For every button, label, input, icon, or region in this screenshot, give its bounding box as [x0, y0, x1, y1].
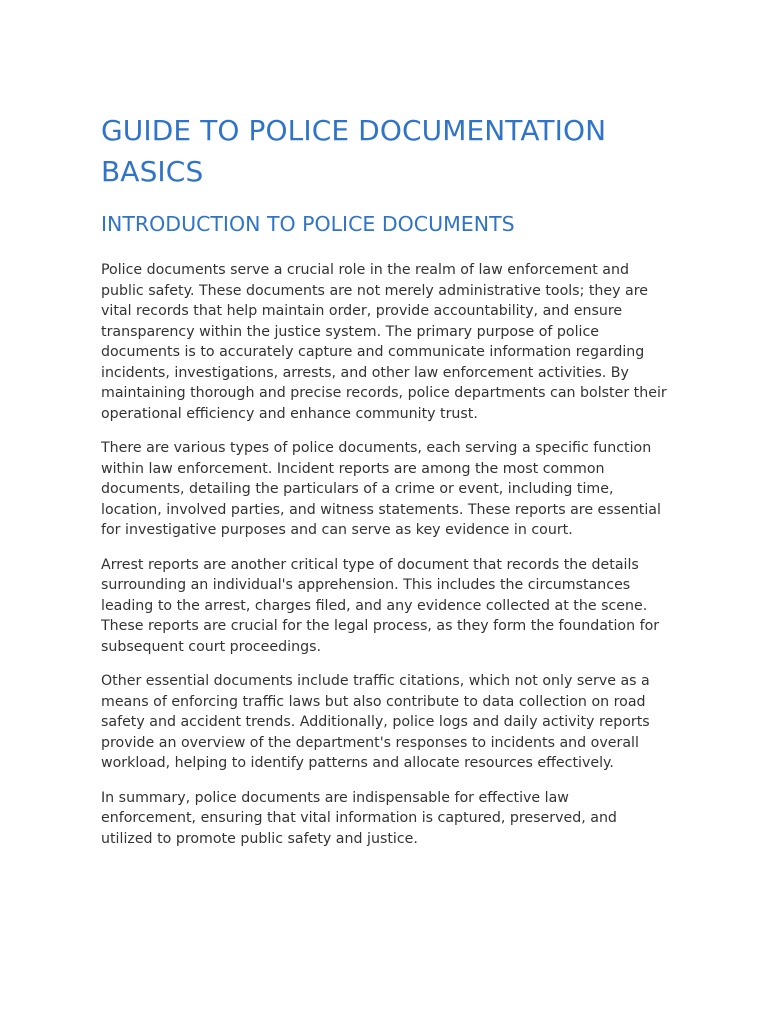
section-heading: INTRODUCTION TO POLICE DOCUMENTS [101, 212, 515, 236]
document-title: GUIDE TO POLICE DOCUMENTATION BASICS [101, 114, 607, 188]
paragraph-types: There are various types of police documents, each serving a specific function within law enforcement. Incident reports are among the most common documents, detailing the particulars of a crime or event, including time, location, involved parties, and witness statements. These reports are essential for investigative purposes and can serve as key evidence in court. [101, 440, 661, 538]
paragraph-purpose: Police documents serve a crucial role in the realm of law enforcement and public safety. These documents are not merely administrative tools; they are vital records that help maintain order, provide accountability, and ensure transparency within the justice system. The primary purpose of police documents is to accurately capture and communicate information regarding incidents, investigations, arrests, and other law enforcement activities. By maintaining thorough and precise records, police departments can bolster their operational efficiency and enhance community trust. [101, 262, 667, 422]
body-text [101, 260, 668, 849]
paragraph-other-documents: Other essential documents include traffic citations, which not only serve as a means of enforcing traffic laws but also contribute to data collection on road safety and accident trends. Additionally, police logs and daily activity reports provide an overview of the department's responses to incidents and overall workload, helping to identify patterns and allocate resources effectively. [101, 673, 650, 771]
paragraph-summary: In summary, police documents are indispensable for effective law enforcement, ensuring that vital information is captured, preserved, and utilized to promote public safety and justice. [101, 789, 617, 847]
paragraph-arrest-reports: Arrest reports are another critical type of document that records the details surrounding an individual's apprehension. This includes the circumstances leading to the arrest, charges filed, and any evidence collected at the scene. These reports are crucial for the legal process, as they form the foundation for subsequent court proceedings. [101, 556, 660, 655]
